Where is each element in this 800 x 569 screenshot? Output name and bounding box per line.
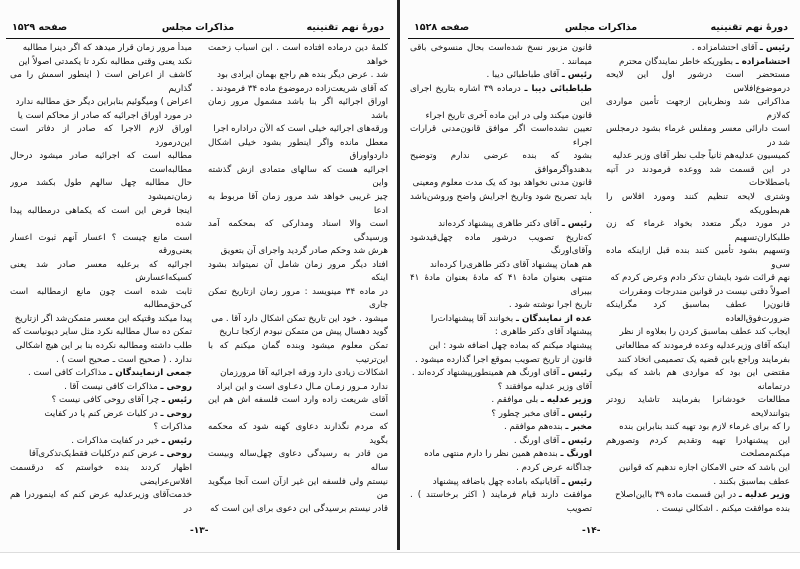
page-number-label: صفحه ۱۵۲۸ [414, 22, 470, 33]
footer-page-number: -۱۳- [190, 526, 209, 536]
text-line: اینکه آقای وزیرعدلیه وعده فرمودند که مطالعاتی [615, 341, 790, 352]
text-line: در مورد دیگر متعدد بخواد غرماء که زن طلبکاران‌تسهیم [606, 219, 790, 243]
text-line: نهم قرائت شود بایشان تذکر دادم وعرض کردم که [610, 273, 790, 284]
text-line: قانون‌را عطف بماسبق کرد مگراینکه ضرورت‌فوق‌العاده [606, 300, 790, 324]
text-line: عطف بماسبق بکنند . [713, 476, 790, 487]
speaker-name: عده از نمایندگان ـ [515, 313, 592, 324]
text-column-left [10, 42, 192, 514]
text-line: نکند یعنی وقتی مطالبه نکرد تا یکمدتی اصولاً این [18, 56, 192, 67]
text-line: وزیر عدلیه ـ بلی موافقم . [491, 395, 592, 406]
text-line: قانون میکند ولی در این ماده آخری تاریخ اجراء [425, 110, 592, 121]
text-line: اصولاً دقتی نیست در قوانین مندرجات ومقررات [619, 286, 790, 297]
text-line: اظهار کردند بنده خواستم که درقسمت افلاس‌عرایضی [10, 462, 192, 487]
text-line: پیشنهاد میکنم که بماده چهل اضافه شود : این [428, 341, 592, 352]
text-line: قانون مدنی نخواهد بود که یک مدت معلوم ومعینی [412, 178, 592, 189]
page-header [6, 22, 390, 39]
text-line: اینجا فرض این است که یکماهی درمطالبه پیدا شده [10, 205, 192, 230]
text-line: که‌تاریخ تصویب درشور ماده چهل‌قیدشود وآقای‌اورنگ [410, 232, 592, 257]
text-line: را که برای غرماء لازم بود تهیه کنند بنابراین بنده [619, 422, 790, 433]
text-line: است دارائی معسر ومفلس غرماء بشود درمجلس شد در [606, 124, 790, 148]
text-line: موافقت دارند قیام فرمایند ( اکثر برخاستند ) . تصویب [410, 490, 592, 514]
header-title: مذاکرات مجلس [564, 22, 638, 33]
text-line: که آقای شریعت‌زاده درموضوع ماده ۳۴ فرمودند . [210, 83, 388, 94]
text-line: در ماده ۳۴ مینویسد : مرور زمان ازتاریخ تمکن جاری [208, 286, 388, 311]
text-line: که مردم نگذارند دعاوی کهنه شود که محکمه بگوید [208, 422, 388, 446]
text-line: من قادر به رسیدگی دعاوی چهل‌ساله وبیست ساله [208, 449, 388, 473]
text-column-right [606, 42, 790, 514]
text-line: معطل مانده واگر اینطور بشود خیلی اشکال داردواوراق [208, 137, 388, 162]
text-line: این پیشنهادرا تهیه وتقدیم کردم وتصورهم میکنم‌مصلحت [606, 435, 790, 460]
text-line: این باشد که حتی الامکان اجازه ندهیم که قوانین [619, 462, 790, 473]
text-line: کلمهٔ دین درماده افتاده است . این اسباب زحمت خواهد [208, 43, 388, 67]
text-line: کمیسیون عدلیه‌هم ثانیاً جلب نظر آقای وزیر عدلیه [612, 151, 790, 162]
text-line: مخبر ـ بنده‌هم موافقم . [503, 422, 592, 433]
text-line: وشتری لایحه تنظیم کنند ومورد افلاس را هم‌بطوریکه [606, 192, 790, 216]
page-gutter-divider [397, 0, 400, 550]
text-line: تعیین نشده‌است اگر موافق قانون‌مدنی قرارات اجراء [410, 124, 592, 148]
text-line: ایجاب کند عطف بماسبق کردن را بعلاوه از نظر [619, 327, 790, 338]
text-line: چیز غریبی خواهد شد مرور زمان آقا مربوط به ادعا [208, 192, 388, 216]
text-line: رئیس ـ آقای دکتر طاهری پیشنهاد کرده‌اند [438, 219, 592, 230]
session-label: دورهٔ نهم تقنینیه [710, 22, 788, 33]
speaker-name: روحی ـ [160, 408, 192, 419]
text-line: ندارد . ( صحیح است ـ صحیح است ) . [55, 354, 192, 365]
speaker-name: وزیر عدلیه ـ [738, 490, 790, 501]
header-title: مذاکرات مجلس [161, 22, 235, 33]
speaker-name: رئیس ـ [161, 395, 192, 406]
text-line: تمکن ده سال مطالبه نکرد مثل سایر دیونیاست که [12, 327, 192, 338]
text-line: قانون مزبور نسخ شده‌است بحال منسوخی باقی میمانند . [410, 43, 592, 67]
text-line: است والا اسناد ومدارکی که بمحکمه آمد ورسیدگی [208, 219, 388, 243]
text-line: وزیر عدلیه ـ در این قسمت ماده ۳۹ بااین‌اصلاح [615, 490, 790, 501]
text-line: نیستم ولی فلسفه این غیر ازآن است آنجا میگوید من [208, 476, 388, 501]
text-line: میشود . خود این تاریخ تمکن اشکال دارد آقا . می [211, 313, 388, 324]
text-line: خدمت‌آقای وزیرعدلیه عرض کنم که اینموردرا هم در [10, 490, 192, 514]
text-line: آقای شریعت زاده وارد است فلسفه اش هم این است [208, 395, 388, 419]
speaker-name: رئیس ـ [161, 435, 192, 446]
text-line: اوراق لازم الاجرا که صادر از دفاتر است این‌درمورد [10, 124, 192, 148]
text-line: باید تصریح شود وتاریخ اجرایش واضح وروشن‌باشد . [410, 192, 592, 216]
text-line: اجرائیه هست که سالهای متمادی ازش گذشته واین [208, 164, 388, 189]
text-line: مطالبه است که اجرائیه صادر میشود درحال مطالبه‌است [10, 151, 192, 175]
speaker-name: جمعی ازنمایندگان ـ [109, 368, 192, 379]
text-line: اجرائیه که برعلیه معسر صادر شد یعنی کسیکه‌اعسارش [10, 259, 192, 284]
text-line: بنده موافقت میکنم . اشکالی نیست . [656, 503, 790, 514]
speaker-name: وزیر عدلیه ـ [540, 395, 592, 406]
text-line: ورقه‌های اجرائیه خیلی است که الآن دراداره اجرا [213, 124, 388, 135]
text-line: در این قسمت شد ووعده فرمودند در آتیه باصطلاحات [606, 164, 790, 189]
text-line: مذاکرات ؟ [153, 422, 192, 433]
speaker-name: رئیس ـ [561, 70, 592, 81]
text-line: رئیس ـ آقای اورنگ هم همینطورپیشنهاد کرده‌اند . [411, 368, 592, 379]
text-line: روحی ـ مذاکرات کافی نیست آقا . [64, 381, 192, 392]
speaker-name: اورنگ ـ [560, 449, 592, 460]
speaker-name: رئیس ـ [561, 408, 592, 419]
text-line: رئیس ـ آقای طباطبائی دیبا . [486, 70, 592, 81]
text-line: افتاد دیگر مرور زمان شامل آن نمیتواند بشود اینکه [208, 259, 388, 284]
text-line: مبدأ مرور زمان قرار میدهد که اگر دینرا مطالبه [22, 43, 192, 53]
text-line: بشود که بنده عرضی ندارم وتوضیح بدهندواگرموافق [410, 151, 592, 175]
speaker-name: مخبر ـ [565, 422, 592, 433]
text-line: طلب داشته ومطالبه نکرده بنا بر این هیچ اشکالی [15, 341, 192, 352]
text-line: پیدا میکند وقتیکه این معسر متمکن‌شد اگر ازتاریخ [14, 313, 192, 324]
text-line: رئیس ـ چرا آقای روحی کافی نیست ؟ [51, 395, 192, 406]
text-line: اشکالات زیادی دارد ورقه اجرائیه آقا مرورزمان [220, 368, 388, 379]
text-line: پیشنهاد آقای دکتر طاهری : [494, 327, 592, 338]
text-line: اورنگ ـ بنده‌هم همین نظر را دارم منتهی ماده [424, 449, 592, 460]
scan-bottom-edge [0, 552, 800, 569]
text-line: طباطبائی دیبا ـ درماده ۳۹ اشاره بتاریخ اجرای این [410, 83, 592, 108]
text-line: هرش شد وحکم صادر گردید واجرای آن بتعویق [220, 246, 388, 257]
text-line: عده از نمایندگان ـ بخوانند آقا پیشنهادات‌را [430, 313, 592, 324]
text-line: قادر نیستم برسیدگی این دعوی برای این است که [210, 503, 388, 514]
text-line: احتشامزاده ـ بطوریکه خاطر نمایندگان محترم [618, 56, 790, 67]
right-page [402, 0, 800, 540]
footer-page-number: -۱۴- [582, 526, 601, 536]
text-line: اعراض ) ومیگوئیم بنابراین دیگر حق مطالبه ندارد [15, 97, 192, 108]
text-column-left [410, 42, 592, 514]
text-line: رئیس ـ آقای مخبر چطور ؟ [491, 408, 592, 419]
text-line: وتسهیم بشود تأمین کنند بنده قبل ازاینکه ماده سی‌و [606, 246, 790, 270]
speaker-name: رئیس ـ [561, 219, 592, 230]
text-line: ثابت شده است چون مانع ازمطالبه است کی‌حق‌مطالبه [10, 286, 192, 311]
session-label: دورهٔ نهم تقنینیه [306, 22, 384, 33]
text-line: کاشف از اعراض است ( اینطور اسمش را می گذاریم [10, 70, 192, 94]
text-line: مطالعات خودشانرا بفرمایند تاشاید زودتر بتوانندلایحه‌ [606, 395, 790, 419]
text-line: مذاکراتی شد ونظرباین ازجهت تأمین مواردی که‌لازم [606, 97, 790, 121]
text-line: هم همان پیشنهاد آقای دکتر طاهری‌را کرده‌اند [429, 259, 592, 270]
text-line: ندارد مـرور زمـان مـال دعـاوی است و این ایراد [216, 381, 388, 392]
text-line: در مورد اوراق اجرائیه که صادر از محاکم است یا [17, 110, 192, 121]
speaker-name: رئیس ـ [561, 476, 592, 487]
speaker-name: طباطبائی دیبا ـ [524, 83, 592, 94]
speaker-name: رئیس ـ [759, 43, 790, 53]
left-page [0, 0, 396, 540]
text-line: تمکن معلوم میشود وبنده گمان میکنم که با این‌ترتیب [208, 341, 388, 365]
text-line: رئیس ـ آقایانیکه باماده چهل باضافه پیشنهاد [432, 476, 592, 487]
page-header [408, 22, 794, 39]
text-line: آقای وزیر عدلیه موافقند ؟ [497, 381, 592, 392]
text-line: رئیس ـ آقای اورنگ . [513, 435, 592, 446]
text-line: رئیس ـ آقای احتشامزاده . [691, 43, 790, 53]
text-line: گوید دهسال پیش من متمکن نبودم ازکجا تـاریخ [219, 327, 388, 338]
speaker-name: روحی ـ [160, 381, 192, 392]
speaker-name: رئیس ـ [561, 435, 592, 446]
text-column-right [208, 42, 388, 514]
text-line: مقتضی این بود که مواردی هم باشد که بیکی درتمامانه [606, 368, 790, 392]
text-line: روحی ـ در کلیات عرض کنم یا در کفایت [44, 408, 192, 419]
text-line: است مانع چیست ؟ اعسار آنهم ثبوت اعسار یعنی‌ورقه [10, 232, 192, 257]
text-line: روحی ـ عرض کنم درکلیات فقط‌یک‌تذکری‌آقا [29, 449, 192, 460]
text-line: تاریخ اجرا نوشته شود . [508, 300, 592, 311]
text-line: منتهی بعنوان مادهٔ ۴۱ که مادهٔ بعنوان مادهٔ ۴۱ بیبرای [410, 273, 592, 297]
text-line: حال مطالبه چهل سالهم طول بکشد مرور زمان‌نمیشود [10, 178, 192, 203]
text-line: رئیس ـ خیر در کفایت مذاکرات . [71, 435, 192, 446]
text-line: اوراق اجرائیه اگر بنا باشد مشمول مرور زمان باشد [208, 97, 388, 121]
text-line: مستحضر است درشور اول این لایحه درموضوع‌افلاس [606, 70, 790, 94]
speaker-name: رئیس ـ [561, 368, 592, 379]
text-line: جمعی ازنمایندگان ـ مذاکرات کافی است . [27, 368, 192, 379]
speaker-name: احتشامزاده ـ [735, 56, 790, 67]
text-line: شد . عرض دیگر بنده هم راجع بهمان ایرادی بود [217, 70, 388, 81]
text-line: بفرمایند وراجع باین قضیه یک تصمیمی اتخاذ کنند [617, 354, 790, 365]
speaker-name: روحی ـ [160, 449, 192, 460]
page-number-label: صفحه ۱۵۲۹ [12, 22, 68, 33]
text-line: قانون از تاریخ تصویب بموقع اجرا گذارده میشود . [414, 354, 592, 365]
text-line: جداگانه عرض کردم . [516, 462, 592, 473]
